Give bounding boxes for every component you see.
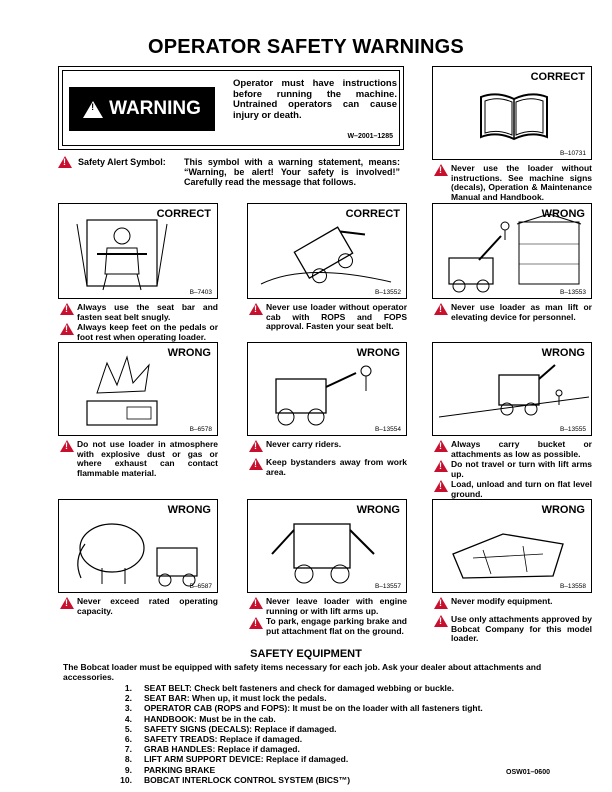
- alert-triangle-icon: [434, 164, 448, 176]
- text-label: SEAT BELT: Check belt fasteners and check for damaged webbing or buckle.: [144, 683, 455, 693]
- panel-riders: [247, 342, 407, 436]
- panel-code: B–6587: [189, 583, 212, 590]
- panel-caption: [434, 597, 592, 645]
- text-label: Do not use loader in atmosphere with explosive dust or gas or where exhaust can contact flammable material.: [77, 439, 218, 478]
- panel-label: WRONG: [167, 347, 211, 359]
- text-label: Never modify equipment.: [451, 596, 553, 606]
- panel-man-lift: [432, 203, 592, 299]
- warning-label: WARNING: [109, 98, 201, 119]
- text-label: 6.: [124, 734, 132, 745]
- explosion-illustration: [67, 353, 177, 433]
- text-label: 8.: [124, 754, 132, 765]
- text-label: Never carry riders.: [266, 439, 342, 449]
- alert-triangle-icon: [58, 156, 72, 168]
- panel-code: B–7403: [189, 289, 212, 296]
- list-item: [108, 734, 483, 744]
- text-label: Always use the seat bar and fasten seat belt snugly.: [77, 302, 218, 322]
- panel-explosive: [58, 342, 218, 436]
- panel-label: CORRECT: [156, 208, 211, 220]
- text-label: Use only attachments approved by Bobcat Company for this model loader.: [451, 614, 592, 643]
- text-label: Always carry bucket or attachments as low as possible.: [451, 439, 592, 459]
- panel-rops: [247, 203, 407, 299]
- text-label: Never leave loader with engine running or with lift arms up.: [266, 596, 407, 616]
- text-label: 7.: [124, 744, 132, 755]
- open-book-icon: [479, 89, 549, 143]
- alert-triangle-icon: [249, 303, 263, 315]
- panel-code: B–13554: [374, 426, 401, 433]
- text-label: 1.: [124, 683, 132, 693]
- text-label: Do not travel or turn with lift arms up.: [451, 459, 592, 479]
- warning-code: W–2001–1285: [347, 133, 393, 140]
- list-item: [108, 693, 483, 703]
- text-label: BOBCAT INTERLOCK CONTROL SYSTEM (BICS™): [144, 774, 351, 785]
- rollover-illustration: [256, 222, 396, 292]
- document-id: OSW01–0600: [506, 769, 550, 776]
- panel-label: WRONG: [541, 504, 585, 516]
- text-label: 3.: [124, 703, 132, 714]
- alert-triangle-icon: [434, 440, 448, 452]
- broken-attachment-illustration: [443, 514, 583, 588]
- panel-caption: [60, 303, 218, 343]
- panel-code: B–10731: [559, 150, 586, 157]
- list-item: [108, 703, 483, 713]
- text-label: 9.: [124, 764, 132, 775]
- list-item: [108, 724, 483, 734]
- list-item: [108, 765, 483, 775]
- panel-label: WRONG: [541, 347, 585, 359]
- text-label: HANDBOOK: Must be in the cab.: [144, 713, 276, 724]
- alert-triangle-icon: [249, 458, 263, 470]
- text-label: Never use loader as man lift or elevating device for personnel.: [451, 302, 592, 322]
- text-label: Keep bystanders away from work area.: [266, 457, 407, 477]
- text-label: To park, engage parking brake and put attachment flat on the ground.: [266, 616, 407, 636]
- warning-box: [58, 66, 404, 150]
- alert-triangle-icon: [434, 303, 448, 315]
- alert-triangle-icon: [249, 617, 263, 629]
- panel-caption: [60, 597, 218, 617]
- unattended-loader-illustration: [258, 510, 388, 590]
- panel-label: WRONG: [167, 504, 211, 516]
- alert-triangle-icon: [434, 597, 448, 609]
- panel-caption: [434, 164, 592, 203]
- list-item: [108, 683, 483, 693]
- list-item: [108, 744, 483, 754]
- section-title: SAFETY EQUIPMENT: [250, 648, 362, 660]
- panel-label: CORRECT: [345, 208, 400, 220]
- panel-caption: [434, 303, 592, 323]
- panel-label: WRONG: [541, 208, 585, 220]
- man-lift-illustration: [439, 214, 589, 294]
- panel-code: B–13557: [374, 583, 401, 590]
- text-label: Always keep feet on the pedals or foot rest when operating loader.: [77, 322, 218, 342]
- alert-triangle-icon: [434, 615, 448, 627]
- list-item: [108, 714, 483, 724]
- text-label: 5.: [124, 723, 132, 734]
- list-item: [108, 775, 483, 785]
- panel-code: B–13558: [559, 583, 586, 590]
- riders-illustration: [256, 357, 396, 431]
- text-label: 4.: [124, 713, 132, 724]
- elephant-illustration: [67, 508, 207, 588]
- panel-label: CORRECT: [530, 71, 585, 83]
- alert-triangle-icon: [83, 101, 103, 118]
- panel-caption: [249, 597, 407, 637]
- alert-triangle-icon: [249, 440, 263, 452]
- panel-code: B–6578: [189, 426, 212, 433]
- text-label: OPERATOR CAB (ROPS and FOPS): It must be on the loader with all fasteners tight.: [144, 703, 483, 714]
- text-label: PARKING BRAKE: [144, 764, 216, 775]
- alert-triangle-icon: [249, 597, 263, 609]
- alert-triangle-icon: [434, 460, 448, 472]
- text-label: SEAT BAR: When up, it must lock the pedals.: [144, 693, 327, 704]
- equipment-list: [108, 683, 483, 785]
- warning-label-block: [69, 87, 215, 131]
- alert-triangle-icon: [60, 440, 74, 452]
- panel-caption: [249, 440, 407, 478]
- panel-code: B–13555: [559, 426, 586, 433]
- text-label: LIFT ARM SUPPORT DEVICE: Replace if damaged.: [144, 754, 349, 765]
- panel-handbook: [432, 66, 592, 160]
- section-intro: The Bobcat loader must be equipped with safety items necessary for each job. Ask your dealer about attachments and accessories.: [63, 662, 542, 682]
- operator-seated-illustration: [67, 214, 177, 294]
- panel-caption: [249, 303, 407, 333]
- text-label: Never use loader without operator cab with ROPS and FOPS approval. Fasten your seat belt.: [266, 302, 407, 331]
- safety-alert-text: This symbol with a warning statement, means: “Warning, be alert! Your safety is involved!” Carefully read the message that follows.: [184, 157, 400, 187]
- text-label: SAFETY SIGNS (DECALS): Replace if damaged.: [144, 723, 337, 734]
- safety-alert-label: Safety Alert Symbol:: [78, 157, 166, 167]
- text-label: Never exceed rated operating capacity.: [77, 596, 218, 616]
- panel-code: B–13552: [374, 289, 401, 296]
- alert-triangle-icon: [60, 303, 74, 315]
- warning-text: Operator must have instructions before running the machine. Untrained operators can cause injury or death.: [233, 78, 397, 121]
- panel-seat-belt: [58, 203, 218, 299]
- panel-leave-loader: [247, 499, 407, 593]
- raised-arms-illustration: [439, 357, 589, 431]
- alert-triangle-icon: [434, 480, 448, 492]
- panel-lift-arms: [432, 342, 592, 436]
- panel-caption: [434, 440, 592, 500]
- panel-label: WRONG: [356, 347, 400, 359]
- alert-triangle-icon: [60, 597, 74, 609]
- panel-caption: [60, 440, 218, 479]
- panel-modify: [432, 499, 592, 593]
- panel-label: WRONG: [356, 504, 400, 516]
- text-label: Load, unload and turn on flat level ground.: [451, 479, 592, 499]
- text-label: SAFETY TREADS: Replace if damaged.: [144, 734, 303, 745]
- text-label: 2.: [124, 693, 132, 704]
- text-label: Never use the loader without instructions. See machine signs (decals), Operation & Maintenance Manual and Handbook.: [451, 163, 592, 202]
- text-label: 10.: [120, 774, 132, 785]
- panel-code: B–13553: [559, 289, 586, 296]
- list-item: [108, 754, 483, 764]
- alert-triangle-icon: [60, 323, 74, 335]
- text-label: GRAB HANDLES: Replace if damaged.: [144, 744, 300, 755]
- panel-capacity: [58, 499, 218, 593]
- page-title: OPERATOR SAFETY WARNINGS: [148, 36, 464, 58]
